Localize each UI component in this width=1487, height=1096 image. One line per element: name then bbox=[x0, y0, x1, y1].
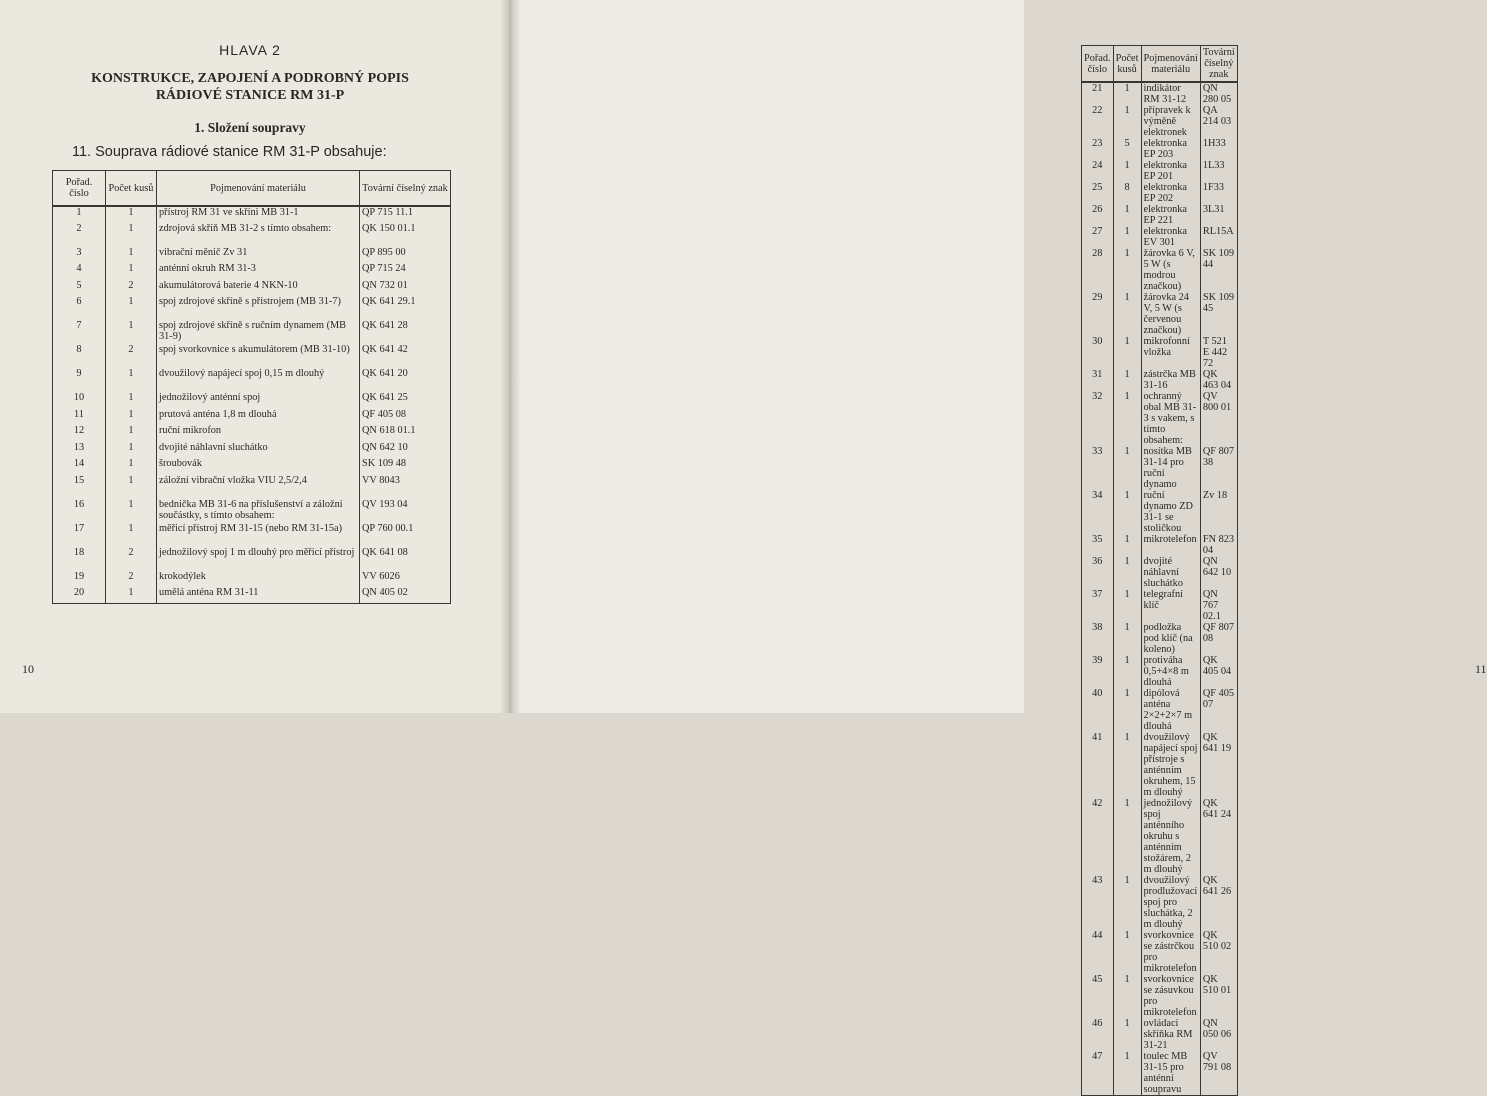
page-number-left: 10 bbox=[22, 662, 34, 676]
row-number: 1 bbox=[53, 206, 106, 223]
row-number: 20 bbox=[53, 587, 106, 604]
row-number: 10 bbox=[53, 392, 106, 409]
row-number: 7 bbox=[53, 320, 106, 344]
row-name: žárovka 24 V, 5 W (s červenou značkou) bbox=[1141, 292, 1200, 336]
chapter-title-line2: RÁDIOVÉ STANICE RM 31-P bbox=[155, 88, 345, 103]
row-code: QV 791 08 bbox=[1200, 1051, 1237, 1096]
table-row bbox=[1082, 369, 1238, 391]
row-code: QK 641 08 bbox=[360, 547, 451, 571]
row-code: QP 715 24 bbox=[360, 263, 451, 280]
row-count: 8 bbox=[1113, 182, 1141, 204]
row-name: mikrofonní vložka bbox=[1141, 336, 1200, 369]
row-name: dvojité náhlavní sluchátko bbox=[1141, 556, 1200, 589]
row-number: 25 bbox=[1082, 182, 1114, 204]
col-header-num: Pořad. číslo bbox=[53, 171, 106, 207]
table-row bbox=[53, 442, 451, 459]
table-row bbox=[1082, 292, 1238, 336]
row-count: 1 bbox=[1113, 798, 1141, 875]
row-code: QK 150 01.1 bbox=[360, 223, 451, 247]
table-row bbox=[53, 499, 451, 523]
row-code: QN 280 05 bbox=[1200, 82, 1237, 105]
row-number: 5 bbox=[53, 280, 106, 297]
table-header-row bbox=[53, 171, 451, 207]
row-number: 39 bbox=[1082, 655, 1114, 688]
table-row bbox=[1082, 798, 1238, 875]
row-name: indikátor RM 31-12 bbox=[1141, 82, 1200, 105]
row-name: toulec MB 31-15 pro anténní soupravu bbox=[1141, 1051, 1200, 1096]
row-code: T 521 E 442 72 bbox=[1200, 336, 1237, 369]
row-name: zdrojová skříň MB 31-2 s tímto obsahem: bbox=[157, 223, 360, 247]
row-code: QK 641 28 bbox=[360, 320, 451, 344]
row-name: akumulátorová baterie 4 NKN-10 bbox=[157, 280, 360, 297]
row-code: FN 823 04 bbox=[1200, 534, 1237, 556]
row-number: 23 bbox=[1082, 138, 1114, 160]
row-count: 1 bbox=[106, 263, 157, 280]
row-number: 26 bbox=[1082, 204, 1114, 226]
row-code: QK 641 20 bbox=[360, 368, 451, 392]
row-number: 44 bbox=[1082, 930, 1114, 974]
row-number: 30 bbox=[1082, 336, 1114, 369]
parts-table-left bbox=[52, 170, 451, 604]
table-row bbox=[1082, 182, 1238, 204]
row-code: QN 767 02.1 bbox=[1200, 589, 1237, 622]
table-body-left bbox=[53, 206, 451, 604]
row-number: 27 bbox=[1082, 226, 1114, 248]
row-name: ruční dynamo ZD 31-1 se stoličkou bbox=[1141, 490, 1200, 534]
row-number: 29 bbox=[1082, 292, 1114, 336]
chapter-heading: HLAVA 2 bbox=[219, 42, 281, 58]
row-count: 1 bbox=[1113, 655, 1141, 688]
row-code: QN 642 10 bbox=[1200, 556, 1237, 589]
row-number: 37 bbox=[1082, 589, 1114, 622]
row-count: 1 bbox=[1113, 248, 1141, 292]
row-count: 1 bbox=[1113, 930, 1141, 974]
table-row bbox=[1082, 688, 1238, 732]
row-code: QK 510 02 bbox=[1200, 930, 1237, 974]
row-count: 1 bbox=[1113, 446, 1141, 490]
row-name: elektronka EV 301 bbox=[1141, 226, 1200, 248]
col-header-count: Počet kusů bbox=[106, 171, 157, 207]
row-count: 1 bbox=[106, 458, 157, 475]
row-code: RL15A bbox=[1200, 226, 1237, 248]
row-number: 45 bbox=[1082, 974, 1114, 1018]
table-row bbox=[53, 280, 451, 297]
row-count: 1 bbox=[1113, 556, 1141, 589]
row-name: dvojité náhlavní sluchátko bbox=[157, 442, 360, 459]
row-number: 33 bbox=[1082, 446, 1114, 490]
row-name: spoj svorkovnice s akumulátorem (MB 31-10) bbox=[157, 344, 360, 368]
row-count: 1 bbox=[1113, 974, 1141, 1018]
row-code: QN 732 01 bbox=[360, 280, 451, 297]
page-number-right: 11 bbox=[1475, 662, 1487, 676]
row-number: 6 bbox=[53, 296, 106, 320]
row-number: 12 bbox=[53, 425, 106, 442]
row-number: 22 bbox=[1082, 105, 1114, 138]
table-row bbox=[1082, 534, 1238, 556]
row-number: 40 bbox=[1082, 688, 1114, 732]
row-number: 8 bbox=[53, 344, 106, 368]
row-code: 1H33 bbox=[1200, 138, 1237, 160]
table-row bbox=[1082, 875, 1238, 930]
row-number: 24 bbox=[1082, 160, 1114, 182]
row-code: QN 642 10 bbox=[360, 442, 451, 459]
row-number: 2 bbox=[53, 223, 106, 247]
row-number: 35 bbox=[1082, 534, 1114, 556]
row-count: 1 bbox=[106, 475, 157, 499]
row-name: jednožilový spoj 1 m dlouhý pro měřicí přístroj bbox=[157, 547, 360, 571]
row-name: spoj zdrojové skříně s přístrojem (MB 31-7) bbox=[157, 296, 360, 320]
table-row bbox=[1082, 490, 1238, 534]
row-name: elektronka EP 203 bbox=[1141, 138, 1200, 160]
row-number: 43 bbox=[1082, 875, 1114, 930]
col-header-code: Tovární číselný znak bbox=[360, 171, 451, 207]
row-code: QK 641 25 bbox=[360, 392, 451, 409]
row-name: žárovka 6 V, 5 W (s modrou značkou) bbox=[1141, 248, 1200, 292]
row-number: 47 bbox=[1082, 1051, 1114, 1096]
row-name: ovládací skříňka RM 31-21 bbox=[1141, 1018, 1200, 1051]
table-row bbox=[53, 263, 451, 280]
row-name: spoj zdrojové skříně s ručním dynamem (MB 31-9) bbox=[157, 320, 360, 344]
row-code: QP 895 00 bbox=[360, 247, 451, 264]
row-code: QF 405 08 bbox=[360, 409, 451, 426]
row-number: 9 bbox=[53, 368, 106, 392]
row-count: 1 bbox=[1113, 292, 1141, 336]
row-name: dipólová anténa 2×2+2×7 m dlouhá bbox=[1141, 688, 1200, 732]
col-header-code: Tovární číselný znak bbox=[1200, 46, 1237, 83]
table-row bbox=[1082, 204, 1238, 226]
row-count: 5 bbox=[1113, 138, 1141, 160]
row-count: 1 bbox=[1113, 1018, 1141, 1051]
col-header-num: Pořad. číslo bbox=[1082, 46, 1114, 83]
col-header-name: Pojmenování materiálu bbox=[1141, 46, 1200, 83]
row-name: telegrafní klíč bbox=[1141, 589, 1200, 622]
row-code: QK 641 24 bbox=[1200, 798, 1237, 875]
row-count: 2 bbox=[106, 280, 157, 297]
row-code: 3L31 bbox=[1200, 204, 1237, 226]
row-name: dvoužilový napájecí spoj 0,15 m dlouhý bbox=[157, 368, 360, 392]
table-row bbox=[53, 206, 451, 223]
row-name: záložní vibrační vložka VIU 2,5/2,4 bbox=[157, 475, 360, 499]
row-number: 46 bbox=[1082, 1018, 1114, 1051]
row-count: 1 bbox=[106, 392, 157, 409]
row-code: SK 109 45 bbox=[1200, 292, 1237, 336]
row-code: QF 405 07 bbox=[1200, 688, 1237, 732]
row-code: QK 510 01 bbox=[1200, 974, 1237, 1018]
row-name: dvoužilový prodlužovací spoj pro sluchátka, 2 m dlouhý bbox=[1141, 875, 1200, 930]
table-row bbox=[53, 523, 451, 547]
row-name: jednožilový spoj anténního okruhu s anténním stožárem, 2 m dlouhý bbox=[1141, 798, 1200, 875]
table-row bbox=[1082, 556, 1238, 589]
row-code: QF 807 08 bbox=[1200, 622, 1237, 655]
row-code: QK 641 29.1 bbox=[360, 296, 451, 320]
row-number: 16 bbox=[53, 499, 106, 523]
table-row bbox=[1082, 248, 1238, 292]
row-code: QF 807 38 bbox=[1200, 446, 1237, 490]
row-number: 34 bbox=[1082, 490, 1114, 534]
row-number: 11 bbox=[53, 409, 106, 426]
row-count: 1 bbox=[106, 587, 157, 604]
table-row bbox=[1082, 655, 1238, 688]
row-number: 42 bbox=[1082, 798, 1114, 875]
table-row bbox=[53, 223, 451, 247]
table-header-row bbox=[1082, 46, 1238, 83]
table-row bbox=[1082, 732, 1238, 798]
chapter-title-line1: KONSTRUKCE, ZAPOJENÍ A PODROBNÝ POPIS bbox=[91, 71, 409, 86]
row-count: 1 bbox=[106, 223, 157, 247]
row-code: VV 8043 bbox=[360, 475, 451, 499]
row-code: SK 109 44 bbox=[1200, 248, 1237, 292]
row-code: QK 405 04 bbox=[1200, 655, 1237, 688]
row-count: 1 bbox=[1113, 1051, 1141, 1096]
row-count: 1 bbox=[1113, 226, 1141, 248]
table-row bbox=[53, 547, 451, 571]
table-row bbox=[53, 296, 451, 320]
row-name: dvoužilový napájecí spoj přístroje s anténním okruhem, 15 m dlouhý bbox=[1141, 732, 1200, 798]
right-page bbox=[512, 0, 1487, 1095]
table-row bbox=[1082, 160, 1238, 182]
row-code: QN 618 01.1 bbox=[360, 425, 451, 442]
table-row bbox=[1082, 138, 1238, 160]
row-code: 1L33 bbox=[1200, 160, 1237, 182]
row-code: QV 193 04 bbox=[360, 499, 451, 523]
row-name: umělá anténa RM 31-11 bbox=[157, 587, 360, 604]
left-page bbox=[0, 0, 508, 713]
table-row bbox=[1082, 1051, 1238, 1096]
row-name: ochranný obal MB 31-3 s vakem, s tímto obsahem: bbox=[1141, 391, 1200, 446]
row-count: 1 bbox=[106, 409, 157, 426]
table-row bbox=[1082, 446, 1238, 490]
row-count: 1 bbox=[1113, 534, 1141, 556]
row-number: 36 bbox=[1082, 556, 1114, 589]
row-name: protiváha 0,5+4×8 m dlouhá bbox=[1141, 655, 1200, 688]
table-row bbox=[1082, 589, 1238, 622]
row-name: anténní okruh RM 31-3 bbox=[157, 263, 360, 280]
row-count: 1 bbox=[1113, 732, 1141, 798]
row-count: 1 bbox=[1113, 875, 1141, 930]
row-number: 41 bbox=[1082, 732, 1114, 798]
row-count: 1 bbox=[106, 247, 157, 264]
row-count: 1 bbox=[1113, 105, 1141, 138]
row-number: 28 bbox=[1082, 248, 1114, 292]
table-row bbox=[1082, 336, 1238, 369]
row-count: 1 bbox=[106, 206, 157, 223]
table-row bbox=[53, 392, 451, 409]
row-count: 1 bbox=[1113, 589, 1141, 622]
row-name: přístroj RM 31 ve skříni MB 31-1 bbox=[157, 206, 360, 223]
row-number: 3 bbox=[53, 247, 106, 264]
row-name: bednička MB 31-6 na příslušenství a záložní součástky, s tímto obsahem: bbox=[157, 499, 360, 523]
row-name: prutová anténa 1,8 m dlouhá bbox=[157, 409, 360, 426]
table-row bbox=[1082, 622, 1238, 655]
table-row bbox=[53, 320, 451, 344]
table-row bbox=[1082, 105, 1238, 138]
row-name: šroubovák bbox=[157, 458, 360, 475]
row-number: 18 bbox=[53, 547, 106, 571]
row-number: 4 bbox=[53, 263, 106, 280]
row-count: 1 bbox=[106, 296, 157, 320]
row-code: QP 760 00.1 bbox=[360, 523, 451, 547]
table-row bbox=[53, 409, 451, 426]
row-code: QK 463 04 bbox=[1200, 369, 1237, 391]
table-row bbox=[53, 368, 451, 392]
row-code: QN 405 02 bbox=[360, 587, 451, 604]
row-code: QK 641 19 bbox=[1200, 732, 1237, 798]
row-name: mikrotelefon bbox=[1141, 534, 1200, 556]
row-code: QK 641 26 bbox=[1200, 875, 1237, 930]
row-count: 1 bbox=[106, 523, 157, 547]
row-name: měřicí přístroj RM 31-15 (nebo RM 31-15a) bbox=[157, 523, 360, 547]
row-name: elektronka EP 202 bbox=[1141, 182, 1200, 204]
row-name: elektronka EP 221 bbox=[1141, 204, 1200, 226]
row-name: nosítka MB 31-14 pro ruční dynamo bbox=[1141, 446, 1200, 490]
row-number: 14 bbox=[53, 458, 106, 475]
row-count: 1 bbox=[106, 442, 157, 459]
row-code: QK 641 42 bbox=[360, 344, 451, 368]
row-code: Zv 18 bbox=[1200, 490, 1237, 534]
row-count: 2 bbox=[106, 547, 157, 571]
table-row bbox=[1082, 391, 1238, 446]
row-number: 15 bbox=[53, 475, 106, 499]
chapter-title bbox=[0, 70, 500, 104]
col-header-count: Počet kusů bbox=[1113, 46, 1141, 83]
row-count: 1 bbox=[1113, 204, 1141, 226]
row-code: 1F33 bbox=[1200, 182, 1237, 204]
parts-table-right bbox=[1081, 45, 1238, 1096]
table-row bbox=[1082, 974, 1238, 1018]
row-count: 2 bbox=[106, 344, 157, 368]
row-count: 1 bbox=[106, 320, 157, 344]
row-number: 38 bbox=[1082, 622, 1114, 655]
row-number: 13 bbox=[53, 442, 106, 459]
row-name: svorkovnice se zásuvkou pro mikrotelefon bbox=[1141, 974, 1200, 1018]
row-number: 31 bbox=[1082, 369, 1114, 391]
col-header-name: Pojmenování materiálu bbox=[157, 171, 360, 207]
table-row bbox=[1082, 226, 1238, 248]
row-count: 1 bbox=[1113, 490, 1141, 534]
table-row bbox=[1082, 1018, 1238, 1051]
row-count: 1 bbox=[1113, 688, 1141, 732]
row-code: SK 109 48 bbox=[360, 458, 451, 475]
row-count: 1 bbox=[106, 425, 157, 442]
row-count: 1 bbox=[106, 499, 157, 523]
row-name: svorkovnice se zástrčkou pro mikrotelefon bbox=[1141, 930, 1200, 974]
row-name: podložka pod klíč (na koleno) bbox=[1141, 622, 1200, 655]
row-name: přípravek k výměně elektronek bbox=[1141, 105, 1200, 138]
row-count: 1 bbox=[1113, 391, 1141, 446]
table-row bbox=[53, 425, 451, 442]
row-code: VV 6026 bbox=[360, 571, 451, 588]
row-count: 1 bbox=[1113, 622, 1141, 655]
book-gutter bbox=[500, 0, 520, 713]
row-name: krokodýlek bbox=[157, 571, 360, 588]
row-code: QN 050 06 bbox=[1200, 1018, 1237, 1051]
table-row bbox=[53, 344, 451, 368]
row-code: QP 715 11.1 bbox=[360, 206, 451, 223]
row-count: 1 bbox=[1113, 369, 1141, 391]
table-row bbox=[53, 247, 451, 264]
row-name: elektronka EP 201 bbox=[1141, 160, 1200, 182]
section-heading: 1. Složení soupravy bbox=[194, 120, 306, 135]
row-name: zástrčka MB 31-16 bbox=[1141, 369, 1200, 391]
row-code: QV 800 01 bbox=[1200, 391, 1237, 446]
row-number: 17 bbox=[53, 523, 106, 547]
table-row bbox=[53, 458, 451, 475]
table-row bbox=[1082, 930, 1238, 974]
row-name: ruční mikrofon bbox=[157, 425, 360, 442]
row-code: QA 214 03 bbox=[1200, 105, 1237, 138]
row-name: vibrační měnič Zv 31 bbox=[157, 247, 360, 264]
row-count: 1 bbox=[1113, 82, 1141, 105]
row-number: 21 bbox=[1082, 82, 1114, 105]
table-body-right bbox=[1082, 82, 1238, 1096]
row-number: 32 bbox=[1082, 391, 1114, 446]
row-count: 1 bbox=[106, 368, 157, 392]
row-count: 1 bbox=[1113, 160, 1141, 182]
row-number: 19 bbox=[53, 571, 106, 588]
row-count: 1 bbox=[1113, 336, 1141, 369]
table-row bbox=[1082, 82, 1238, 105]
intro-paragraph: 11. Souprava rádiové stanice RM 31-P obsahuje: bbox=[72, 144, 387, 160]
table-row bbox=[53, 475, 451, 499]
row-name: jednožilový anténní spoj bbox=[157, 392, 360, 409]
row-count: 2 bbox=[106, 571, 157, 588]
table-row bbox=[53, 587, 451, 604]
table-row bbox=[53, 571, 451, 588]
